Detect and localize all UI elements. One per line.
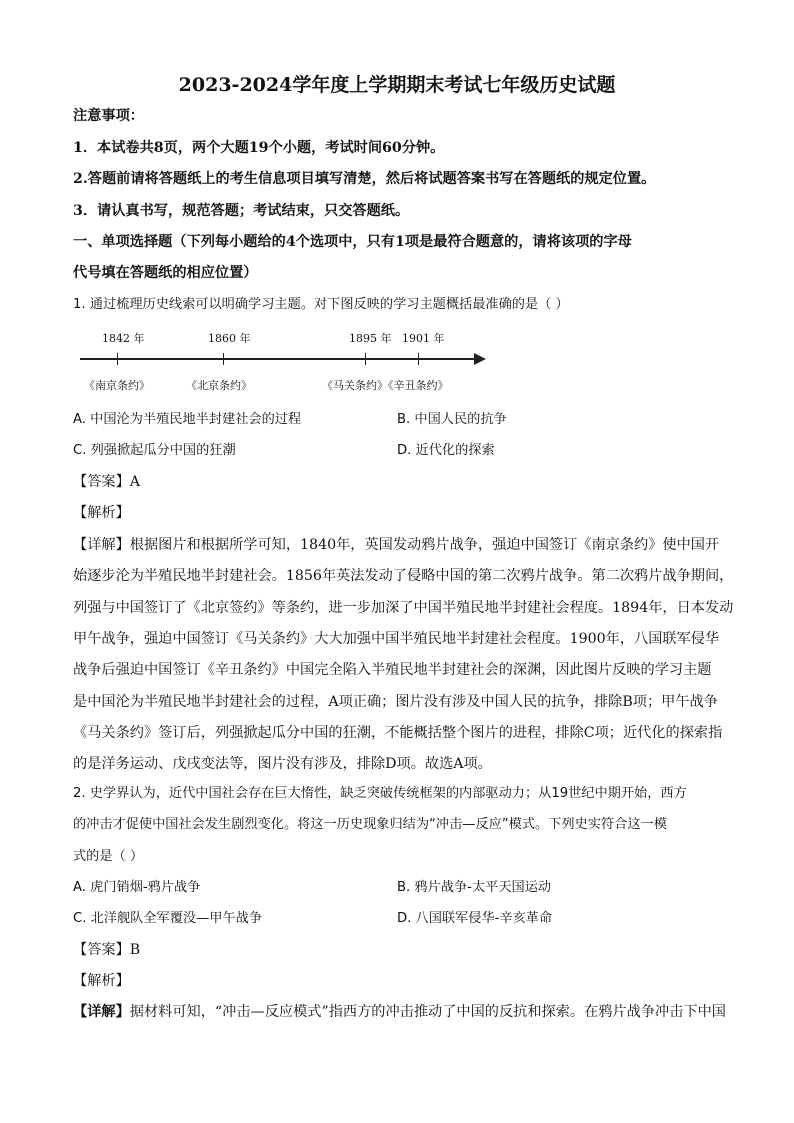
notice-item-1: 1．本试卷共8页，两个大题19个小题，考试时间60分钟。 [73, 140, 445, 156]
q1-stem: 1. 通过梳理历史线索可以明确学习主题。对下图反映的学习主题概括最准确的是（ ） [73, 297, 569, 312]
q2-detail-tag: 【详解】 [73, 1004, 130, 1020]
q1-detail-line: 始逐步沦为半殖民地半封建社会。1856年英法发动了侵略中国的第二次鸦片战争。第二次鸦片战争期间， [73, 568, 734, 584]
timeline-year-1895: 1895 年 [349, 332, 392, 345]
q2-detail-line [73, 1002, 726, 1022]
q2-answer: 【答案】B [73, 942, 141, 958]
q2-option-a: A. 虎门销烟-鸦片战争 [73, 880, 201, 895]
notice-item-2: 2.答题前请将答题纸上的考生信息项目填写清楚，然后将试题答案书写在答题纸的规定位置。 [73, 171, 656, 187]
q2-stem-line: 式的是（ ） [73, 849, 144, 864]
q1-analysis-label: 【解析】 [73, 505, 130, 521]
q1-option-a: A. 中国沦为半殖民地半封建社会的过程 [73, 412, 302, 427]
timeline-treaty-maguan-xinchou: 《马关条约》《辛丑条约》 [322, 379, 449, 392]
q2-stem-line: 的冲击才促使中国社会发生剧烈变化。将这一历史现象归结为“冲击—反应”模式。下列史实符合这一模 [73, 817, 667, 832]
q1-detail-text: 根据图片和根据所学可知，1840年，英国发动鸦片战争，强迫中国签订《南京条约》使中国开 [129, 537, 720, 553]
q1-detail-line: 战争后强迫中国签订《辛丑条约》中国完全陷入半殖民地半封建社会的深渊，因此图片反映的学习主题 [73, 662, 712, 678]
q1-option-c: C. 列强掀起瓜分中国的狂潮 [73, 443, 236, 458]
timeline-year-1842: 1842 年 [102, 332, 145, 345]
q1-option-d: D. 近代化的探索 [397, 443, 495, 458]
timeline-arrow-icon [474, 353, 486, 365]
timeline-year-1860: 1860 年 [208, 332, 251, 345]
q2-option-d: D. 八国联军侵华-辛亥革命 [397, 911, 553, 926]
notice-item-3: 3．请认真书写，规范答题；考试结束，只交答题纸。 [73, 203, 410, 219]
q1-detail-line [73, 535, 719, 555]
timeline-axis [80, 358, 476, 360]
section-heading-line-2: 代号填在答题纸的相应位置） [73, 265, 258, 281]
timeline-tick [223, 353, 224, 365]
notice-heading: 注意事项： [73, 108, 144, 124]
section-heading-line-1: 一、单项选择题（下列每小题给的4个选项中，只有1项是最符合题意的，请将该项的字母 [73, 234, 632, 250]
timeline-treaty-nanjing: 《南京条约》 [84, 379, 150, 392]
page-title: 2023-2024学年度上学期期末考试七年级历史试题 [178, 74, 616, 96]
timeline-tick [418, 353, 419, 365]
q2-option-c: C. 北洋舰队全军覆没—甲午战争 [73, 911, 263, 926]
q2-detail-text: 据材料可知，“冲击—反应模式”指西方的冲击推动了中国的反抗和探索。在鸦片战争冲击下中国 [129, 1004, 726, 1020]
q1-answer: 【答案】A [73, 474, 140, 490]
timeline-tick [365, 353, 366, 365]
q2-analysis-label: 【解析】 [73, 973, 130, 989]
q1-detail-line: 列强与中国签订了《北京签约》等条约，进一步加深了中国半殖民地半封建社会程度。1894年，日本发动 [73, 600, 734, 616]
timeline-treaty-beijing: 《北京条约》 [186, 379, 252, 392]
q2-option-b: B. 鸦片战争-太平天国运动 [397, 880, 552, 895]
timeline-year-1901: 1901 年 [402, 332, 445, 345]
q1-detail-line: 《马关条约》签订后，列强掀起瓜分中国的狂潮，不能概括整个图片的进程，排除C项；近代化的探索指 [73, 725, 723, 741]
q1-detail-line: 是中国沦为半殖民地半封建社会的过程，A项正确；图片没有涉及中国人民的抗争，排除B项；甲午战争 [73, 694, 718, 710]
q1-detail-tag: 【详解】 [73, 537, 130, 553]
q2-stem-line: 2. 史学界认为，近代中国社会存在巨大惰性，缺乏突破传统框架的内部驱动力；从19世纪中期开始，西方 [73, 786, 687, 801]
timeline-tick [117, 353, 118, 365]
q1-option-b: B. 中国人民的抗争 [397, 412, 507, 427]
q1-detail-line: 甲午战争，强迫中国签订《马关条约》大大加强中国半殖民地半封建社会程度。1900年，八国联军侵华 [73, 631, 720, 647]
q1-detail-line: 的是洋务运动、戊戌变法等，图片没有涉及，排除D项。故选A项。 [73, 756, 492, 772]
